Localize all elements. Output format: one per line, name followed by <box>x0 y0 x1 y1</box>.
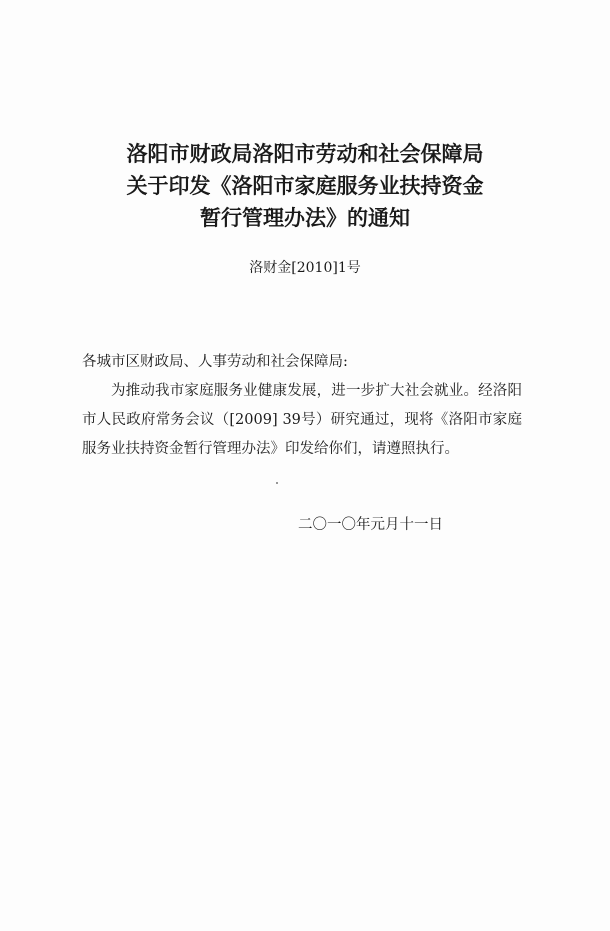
scan-speck <box>276 482 278 484</box>
document-number: 洛财金[2010]1号 <box>249 260 361 276</box>
salutation: 各城市区财政局、人事劳动和社会保障局: <box>82 354 348 370</box>
title-line-1: 洛阳市财政局洛阳市劳动和社会保障局 <box>126 142 484 166</box>
document-body <box>82 348 522 464</box>
body-paragraph: 为推动我市家庭服务业健康发展，进一步扩大社会就业。经洛阳市人民政府常务会议（[2009] 39号）研究通过，现将《洛阳市家庭服务业扶持资金暂行管理办法》印发给你们，请遵照执行。 <box>82 383 522 457</box>
title-line-3: 暂行管理办法》的通知 <box>200 206 410 230</box>
title-line-2: 关于印发《洛阳市家庭服务业扶持资金 <box>126 174 484 198</box>
issue-date: 二〇一〇年元月十一日 <box>298 517 443 533</box>
document-title <box>0 138 610 234</box>
